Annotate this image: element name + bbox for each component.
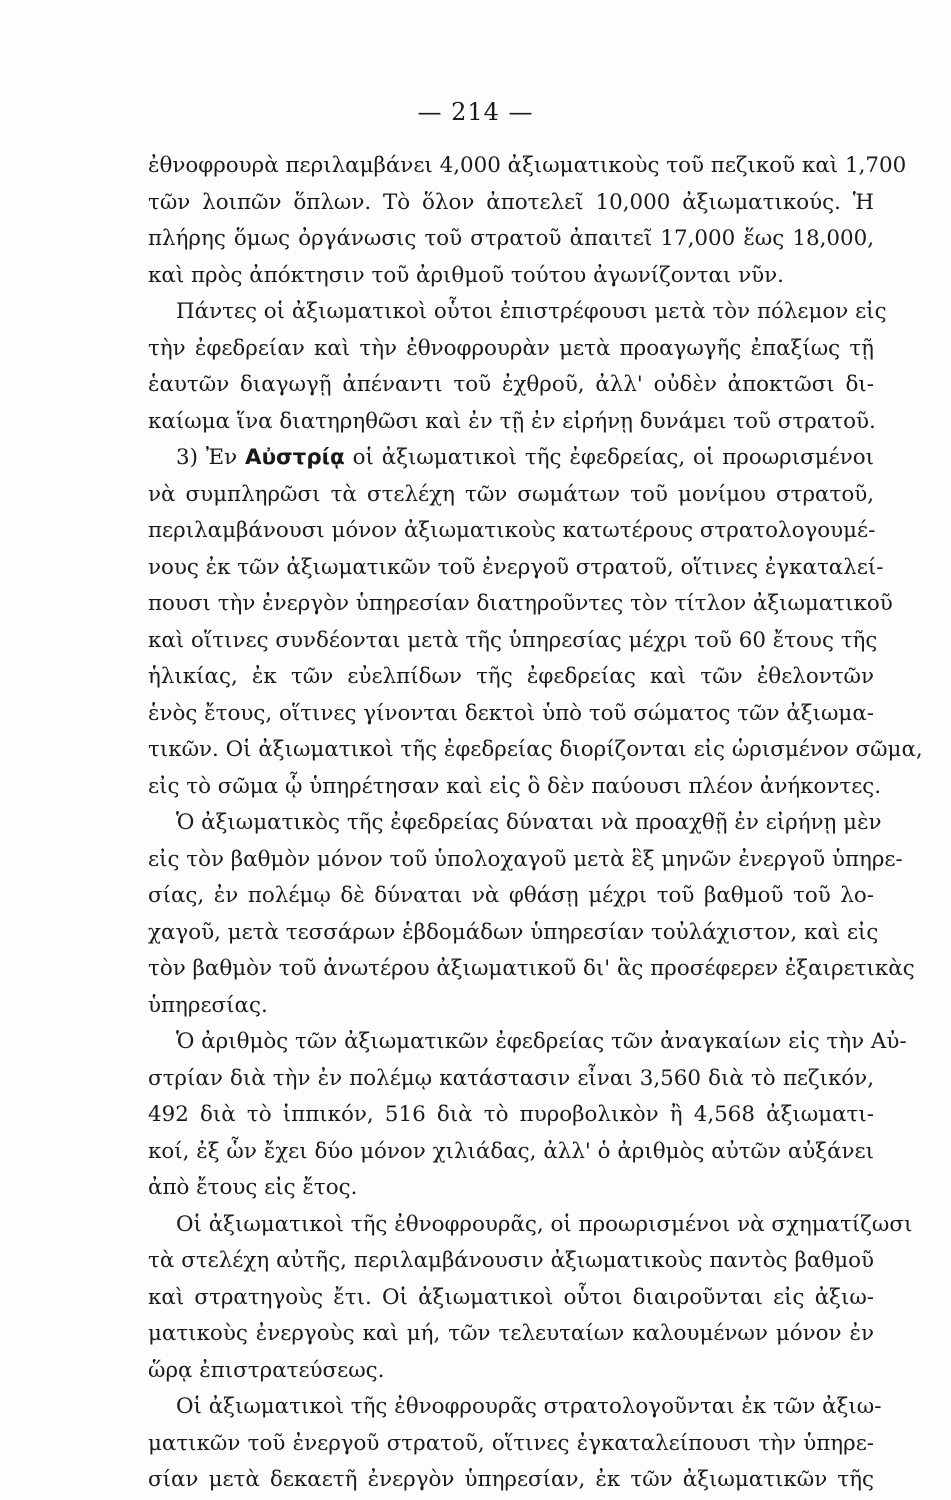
- text-line: εἰς τὸ σῶμα ᾧ ὑπηρέτησαν καὶ εἰς ὃ δὲν παύουσι πλέον ἀνήκοντες.: [148, 773, 882, 799]
- section-3-line: [148, 440, 874, 477]
- text-line: σίαν μετὰ δεκαετῆ ἐνεργὸν ὑπηρεσίαν, ἐκ τῶν ἀξιωματικῶν τῆς: [148, 1467, 874, 1492]
- text-line: ματικοὺς ἐνεργοὺς καὶ μή, τῶν τελευταίων καλουμένων μόνον ἐν: [148, 1321, 874, 1346]
- text-line: πλήρης ὅμως ὀργάνωσις τοῦ στρατοῦ ἀπαιτεῖ 17,000 ἕως 18,000,: [148, 226, 874, 251]
- text-line: καὶ στρατηγοὺς ἔτι. Οἱ ἀξιωματικοὶ οὗτοι διαιροῦνται εἰς ἀξιω-: [148, 1284, 874, 1310]
- page-number: — 214 —: [417, 98, 534, 126]
- text-line: τὴν ἐφεδρείαν καὶ τὴν ἐθνοφρουρὰν μετὰ προαγωγῆς ἐπαξίως τῇ: [148, 335, 874, 361]
- text-line: κοί, ἐξ ὧν ἔχει δύο μόνον χιλιάδας, ἀλλ' ὁ ἀριθμὸς αὐτῶν αὐξάνει: [148, 1138, 874, 1164]
- text-line: ὑπηρεσίας.: [148, 992, 268, 1018]
- text-line: νους ἐκ τῶν ἀξιωματικῶν τοῦ ἐνεργοῦ στρατοῦ, οἵτινες ἐγκαταλεί-: [148, 554, 884, 580]
- text-line: περιλαμβάνουσι μόνον ἀξιωματικοὺς κατωτέρους στρατολογουμέ-: [148, 518, 876, 543]
- section-3-rest: οἱ ἀξιωματικοὶ τῆς ἐφεδρείας, οἱ προωρισμένοι: [352, 445, 874, 470]
- text-line: 492 διὰ τὸ ἱππικόν, 516 διὰ τὸ πυροβολικὸν ἢ 4,568 ἀξιωματι-: [148, 1102, 874, 1127]
- text-line: Ὁ ἀξιωματικὸς τῆς ἐφεδρείας δύναται νὰ προαχθῇ ἐν εἰρήνῃ μὲν: [176, 810, 882, 835]
- text-line: ἡλικίας, ἐκ τῶν εὐελπίδων τῆς ἐφεδρείας καὶ τῶν ἐθελοντῶν: [148, 664, 874, 689]
- text-line: τικῶν. Οἱ ἀξιωματικοὶ τῆς ἐφεδρείας διορίζονται εἰς ὡρισμένον σῶμα,: [148, 737, 923, 762]
- text-line: Οἱ ἀξιωματικοὶ τῆς ἐθνοφρουρᾶς, οἱ προωρισμένοι νὰ σχηματίζωσι: [176, 1211, 913, 1237]
- text-line: ματικῶν τοῦ ἐνεργοῦ στρατοῦ, οἵτινες ἐγκαταλείπουσι τὴν ὑπηρε-: [148, 1430, 874, 1456]
- text-line: Πάντες οἱ ἀξιωματικοὶ οὗτοι ἐπιστρέφουσι μετὰ τὸν πόλεμον εἰς: [176, 299, 887, 324]
- text-line: στρίαν διὰ τὴν ἐν πολέμῳ κατάστασιν εἶναι 3,560 διὰ τὸ πεζικόν,: [148, 1065, 874, 1091]
- text-line: νὰ συμπληρῶσι τὰ στελέχη τῶν σωμάτων τοῦ μονίμου στρατοῦ,: [148, 481, 874, 507]
- text-line: Οἱ ἀξιωματικοὶ τῆς ἐθνοφρουρᾶς στρατολογοῦνται ἐκ τῶν ἀξιω-: [176, 1394, 882, 1419]
- text-line: Ὁ ἀριθμὸς τῶν ἀξιωματικῶν ἐφεδρείας τῶν ἀναγκαίων εἰς τὴν Αὐ-: [176, 1029, 907, 1054]
- text-line: ὥρᾳ ἐπιστρατεύσεως.: [148, 1357, 385, 1383]
- text-line: καίωμα ἵνα διατηρηθῶσι καὶ ἐν τῇ ἐν εἰρήνῃ δυνάμει τοῦ στρατοῦ.: [148, 408, 876, 434]
- text-line: ἀπὸ ἔτους εἰς ἔτος.: [148, 1175, 358, 1200]
- text-line: ἐθνοφρουρὰ περιλαμβάνει 4,000 ἀξιωματικοὺς τοῦ πεζικοῦ καὶ 1,700: [148, 153, 907, 178]
- text-line: καὶ οἵτινες συνδέονται μετὰ τῆς ὑπηρεσίας μέχρι τοῦ 60 ἔτους τῆς: [148, 627, 878, 653]
- text-line: ἑνὸς ἔτους, οἵτινες γίνονται δεκτοὶ ὑπὸ τοῦ σώματος τῶν ἀξιωμα-: [148, 700, 874, 726]
- text-line: τὸν βαθμὸν τοῦ ἀνωτέρου ἀξιωματικοῦ δι' ἃς προσέφερεν ἐξαιρετικὰς: [148, 956, 915, 981]
- text-line: τῶν λοιπῶν ὅπλων. Τὸ ὅλον ἀποτελεῖ 10,000 ἀξιωματικούς. Ἡ: [148, 189, 874, 215]
- text-line: σίας, ἐν πολέμῳ δὲ δύναται νὰ φθάσῃ μέχρι τοῦ βαθμοῦ τοῦ λο-: [148, 883, 874, 908]
- body-text: [148, 148, 923, 1499]
- section-3-number: 3) Ἐν: [176, 445, 238, 470]
- text-line: χαγοῦ, μετὰ τεσσάρων ἑβδομάδων ὑπηρεσίαν τοὐλάχιστον, καὶ εἰς: [148, 919, 879, 945]
- section-3-country: Αὐστρίᾳ: [245, 445, 345, 470]
- text-line: καὶ πρὸς ἀπόκτησιν τοῦ ἀριθμοῦ τούτου ἀγωνίζονται νῦν.: [148, 262, 784, 288]
- text-line: εἰς τὸν βαθμὸν μόνον τοῦ ὑπολοχαγοῦ μετὰ ἓξ μηνῶν ἐνεργοῦ ὑπηρε-: [148, 846, 903, 872]
- text-line: πουσι τὴν ἐνεργὸν ὑπηρεσίαν διατηροῦντες τὸν τίτλον ἀξιωματικοῦ: [148, 591, 893, 616]
- text-line: ἑαυτῶν διαγωγῇ ἀπέναντι τοῦ ἐχθροῦ, ἀλλ' οὐδὲν ἀποκτῶσι δι-: [148, 372, 874, 397]
- text-line: τὰ στελέχη αὐτῆς, περιλαμβάνουσιν ἀξιωματικοὺς παντὸς βαθμοῦ: [148, 1248, 874, 1273]
